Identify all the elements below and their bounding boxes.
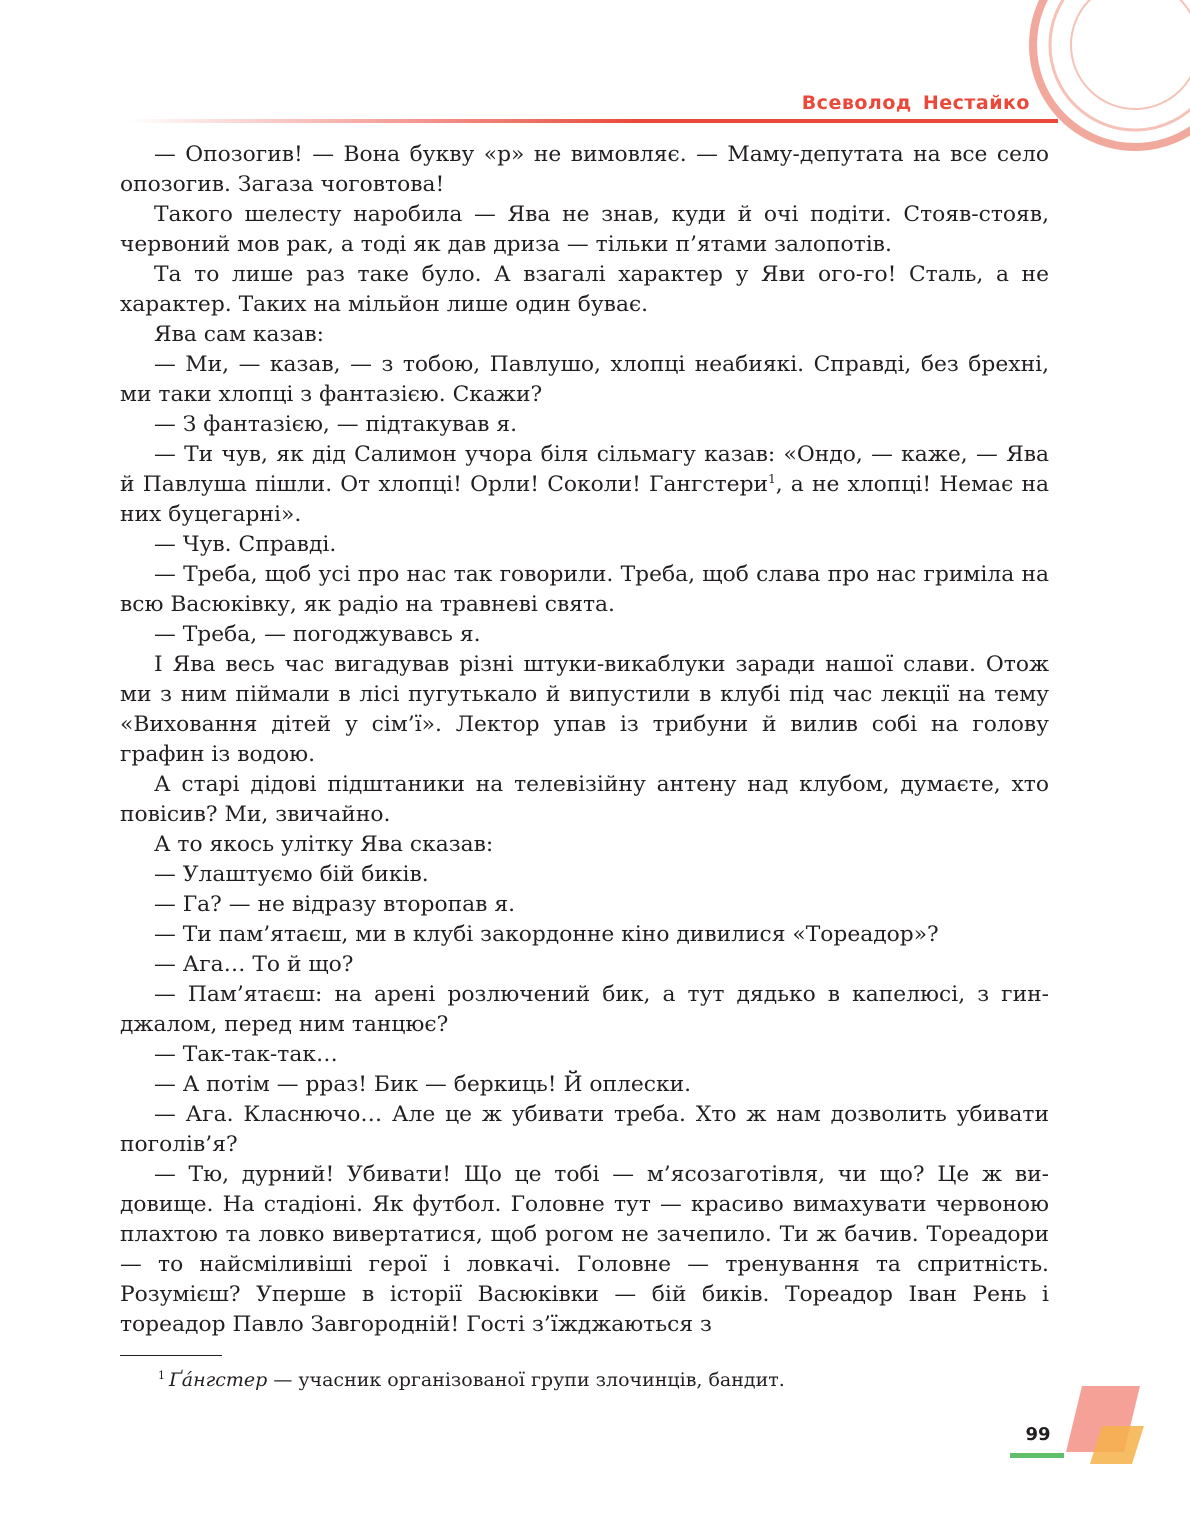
running-header-author: Всеволод Нестайко <box>801 92 1030 114</box>
story-text <box>120 140 1049 1340</box>
paragraph: — Ага. Класнючо… Але це ж убивати треба. Хто ж нам дозволить убивати поголів’я? <box>120 1102 1049 1157</box>
page-number-underline <box>1010 1453 1064 1458</box>
paragraph: — Ага… То й що? <box>154 952 354 977</box>
paragraph: — Тю, дурний! Убивати! Що це тобі — м’ясозаготівля, чи що? Це ж видовище. На стадіоні. Як футбол. Головне тут — красиво вимахувати червоною плахтою та ловко вивертатися, щоб рогом не зачепило. Ти ж бачив. Тореадори — то найсміливіші герої і ловкачі. Головне — тренування та спритність. Розумієш? Уперше в історії Васюківки — бій биків. Тореадор Іван Рень і тореадор Павло Завгородній! Гості з’їжджаються з <box>120 1162 1049 1337</box>
footnote-definition: — учасник організованої групи злочинців, бандит. <box>267 1369 785 1391</box>
paragraph: Ява сам казав: <box>154 322 325 347</box>
page-corner-decoration <box>1060 1386 1150 1466</box>
paragraph-text: , а не хлопці! Немає на них буцегарні». <box>120 472 1049 527</box>
paragraph: І Ява весь час вигадував різні штуки-викаблуки заради нашої слави. Отож ми з ним піймали в лісі пугутькало й випустили в клубі під час лекції на тему «Виховання дітей у сім’ї». Лектор упав із трибуни й вилив собі на голову графин із водою. <box>120 652 1049 767</box>
footnote-term: Ґа́нгстер <box>169 1369 268 1391</box>
footnote <box>158 1367 785 1393</box>
paragraph: А то якось улітку Ява сказав: <box>154 832 494 857</box>
footnote-marker: 1 <box>158 1369 165 1382</box>
paragraph: — Пам’ятаєш: на арені розлючений бик, а тут дядько в капелюсі, з гинджалом, перед ним танцює? <box>120 982 1049 1037</box>
paragraph: — З фантазією, — підтакував я. <box>154 412 518 437</box>
paragraph: — Чув. Справді. <box>154 532 337 557</box>
paragraph: — Треба, — погоджувавсь я. <box>154 622 481 647</box>
paragraph: — Улаштуємо бій биків. <box>154 862 429 887</box>
paragraph: Такого шелесту наробила — Ява не знав, куди й очі подіти. Стояв-стояв, червоний мов рак, а тоді як дав дриза — тільки п’ятами залопотів. <box>120 202 1049 257</box>
footnote-reference[interactable]: 1 <box>768 472 776 486</box>
paragraph: — Опозогив! — Вона букву «р» не вимовляє. — Маму-депутата на все село опозогив. Загаза чоговтова! <box>120 142 1049 197</box>
paragraph: — Треба, щоб усі про нас так говорили. Треба, щоб слава про нас гриміла на всю Васюківку, як радіо на травневі свята. <box>120 562 1049 617</box>
paragraph: — Так-так-так… <box>154 1042 338 1067</box>
header-rule <box>128 119 1058 123</box>
paragraph: — А потім — рраз! Бик — беркиць! Й оплески. <box>154 1072 692 1097</box>
paragraph: Та то лише раз таке було. А взагалі характер у Яви ого-го! Сталь, а не характер. Таких на мільйон лише один буває. <box>120 262 1049 317</box>
paragraph: — Ти пам’ятаєш, ми в клубі закордонне кіно дивилися «Тореадор»? <box>154 922 939 947</box>
paragraph-text: — Ти чув, як дід Салимон учора біля сільмагу казав: «Ондо, — каже, — Ява й Павлуша пішли. От хлопці! Орли! Соколи! Гангстери <box>120 442 1049 497</box>
paragraph: — Га? — не відразу второпав я. <box>154 892 516 917</box>
paragraph: — Ми, — казав, — з тобою, Павлушо, хлопці неабиякі. Справді, без брехні, ми таки хлопці з фантазією. Скажи? <box>120 352 1049 407</box>
footnote-divider <box>120 1355 222 1356</box>
paragraph: А старі дідові підштаники на телевізійну антену над клубом, думаєте, хто повісив? Ми, звичайно. <box>120 772 1049 827</box>
page-number: 99 <box>1025 1424 1051 1445</box>
paragraph-with-footnote-ref <box>120 440 1049 530</box>
